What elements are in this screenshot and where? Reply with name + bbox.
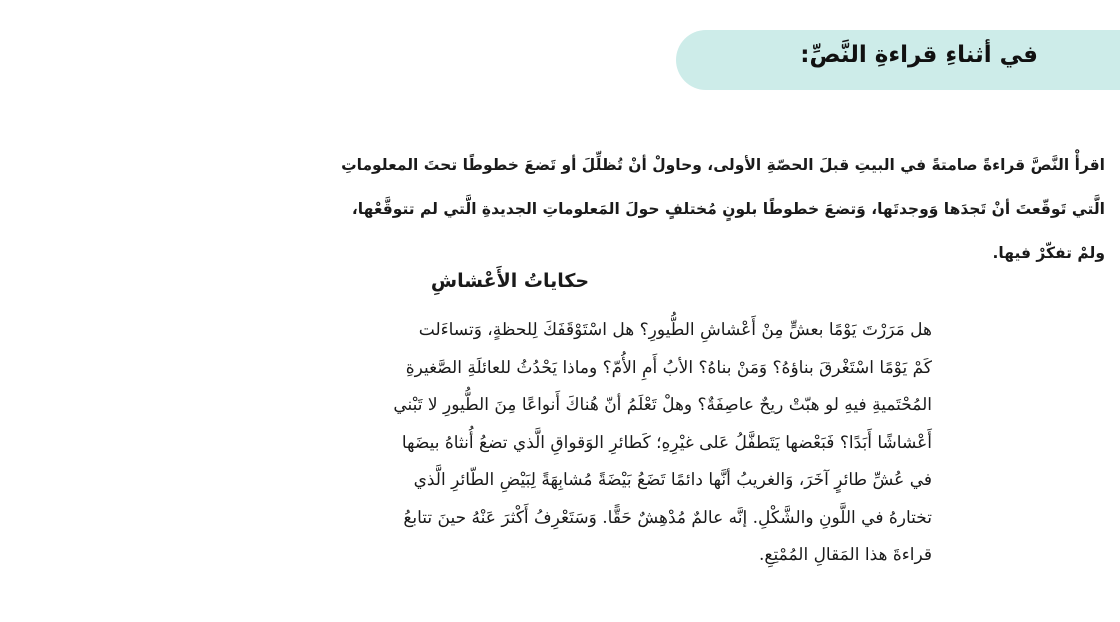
story-line: كَمْ يَوْمًا اسْتَغْرقَ بناؤهُ؟ وَمَنْ بناهُ؟ الأبُ أَمِ الأُمّ؟ وماذا يَحْدُثُ للعائلَةِ الصَّغيرةِ	[405, 357, 932, 378]
instructions-line: الَّتي تَوقّعتَ أنْ تَجدَها وَوجدتَها، وَتضعَ خطوطًا بلونٍ مُختلفٍ حولَ المَعلوماتِ الجديدةِ الَّتي لم تتوقَّعْها،	[351, 200, 1105, 218]
section-title: في أثناءِ قراءةِ النَّصِّ:	[800, 42, 1038, 68]
story-title: حكاياتُ الأَعْشاشِ	[430, 270, 590, 292]
section-header-band	[676, 30, 1120, 90]
story-paragraph	[152, 312, 932, 575]
instructions-line: اقرأْ النَّصَّ قراءةً صامتةً في البيتِ قبلَ الحصّةِ الأولى، وحاولْ أنْ تُظلِّلَ أو تَضعَ خطوطًا تحتَ المعلوماتِ	[341, 156, 1105, 174]
story-line: المُحْتَميةِ فيهِ لو هبّتْ ريحٌ عاصِفَةٌ؟ وهلْ تَعْلَمُ أنّ هُناكَ أَنواعًا مِنَ الطُّيورِ لا تَبْني	[393, 395, 932, 415]
story-line: هل مَرَرْتَ يَوْمًا بعشٍّ مِنْ أَعْشاشِ الطُّيورِ؟ هل اسْتَوْقَفَكَ لِلحظةٍ، وَتساءَلت	[418, 320, 932, 340]
story-line: تختارهُ في اللَّونِ والشَّكْلِ. إنَّه عالمٌ مُدْهِشٌ حَقًّا. وَسَتَعْرِفُ أَكْثرَ عَنْهُ حينَ تتابعُ	[403, 507, 932, 528]
instructions-paragraph	[5, 143, 1105, 275]
story-line: أَعْشاشًا أَبَدًا؟ فَبَعْضها يَتَطفَّلُ عَلى غيْرِهِ؛ كَطائرِ الوَقواقِ الَّذي تضعُ أُنثاهُ بيضَها	[401, 432, 932, 453]
story-line: قراءةَ هذا المَقالِ المُمْتِعِ.	[759, 545, 932, 565]
instructions-line: ولمْ تفكّرْ فيها.	[992, 244, 1105, 262]
story-line: في عُشِّ طائرٍ آخَرَ، وَالغريبُ أنَّها دائمًا تَضَعُ بَيْضَةً مُشابِهَةً لِبَيْضِ الطّائرِ الَّذي	[413, 470, 932, 490]
